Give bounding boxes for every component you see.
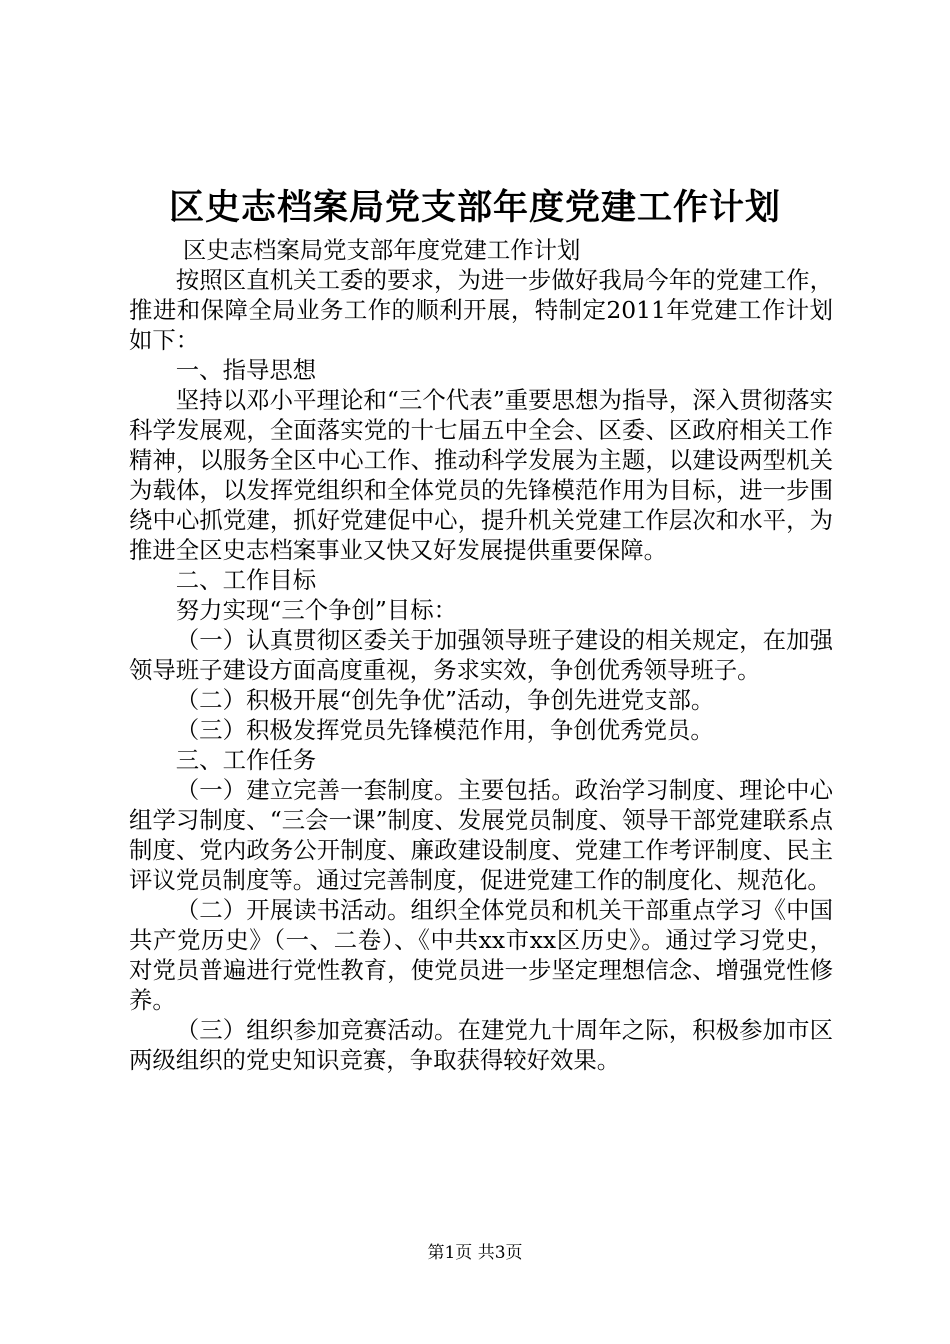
paragraph-guiding-thought: 坚持以邓小平理论和“三个代表”重要思想为指导，深入贯彻落实科学发展观，全面落实党的十七届五中全会、区委、区政府相关工作精神，以服务全区中心工作、推动科学发展为主题，以建设两型机关为载体，以发挥党组织和全体党员的先锋模范作用为目标，进一步围绕中心抓党建，抓好党建促中心，提升机关党建工作层次和水平，为推进全区史志档案事业又快又好发展提供重要保障。 xyxy=(129,386,833,564)
section-heading-work-goals: 二、工作目标 xyxy=(175,566,317,594)
section-heading-guiding-thought: 一、指导思想 xyxy=(175,356,317,384)
paragraph-subtitle: 区史志档案局党支部年度党建工作计划 xyxy=(182,236,581,264)
paragraph-task-1: （一）建立完善一套制度。主要包括。政治学习制度、理论中心组学习制度、“三会一课”制度、发展党员制度、领导干部党建联系点制度、党内政务公开制度、廉政建设制度、党建工作考评制度、民主评议党员制度等。通过完善制度，促进党建工作的制度化、规范化。 xyxy=(129,776,833,894)
paragraph-goal-2: （二）积极开展“创先争优”活动，争创先进党支部。 xyxy=(175,686,715,714)
paragraph-intro: 按照区直机关工委的要求，为进一步做好我局今年的党建工作，推进和保障全局业务工作的顺利开展，特制定2011年党建工作计划如下： xyxy=(129,266,833,354)
paragraph-task-3: （三）组织参加竞赛活动。在建党九十周年之际，积极参加市区两级组织的党史知识竞赛，争取获得较好效果。 xyxy=(129,1016,833,1074)
paragraph-goals-intro: 努力实现“三个争创”目标： xyxy=(175,596,458,624)
paragraph-goal-3: （三）积极发挥党员先锋模范作用，争创优秀党员。 xyxy=(175,716,714,744)
paragraph-goal-1: （一）认真贯彻区委关于加强领导班子建设的相关规定，在加强领导班子建设方面高度重视，务求实效，争创优秀领导班子。 xyxy=(129,626,833,684)
page-indicator: 第1页 共3页 xyxy=(427,1243,523,1263)
paragraph-task-2: （二）开展读书活动。组织全体党员和机关干部重点学习《中国共产党历史》（一、二卷）、《中共xx市xx区历史》。通过学习党史，对党员普遍进行党性教育，使党员进一步坚定理想信念、增强党性修养。 xyxy=(129,896,833,1014)
document-body xyxy=(129,235,833,1075)
section-heading-work-tasks: 三、工作任务 xyxy=(175,746,317,774)
document-title: 区史志档案局党支部年度党建工作计划 xyxy=(168,187,781,228)
